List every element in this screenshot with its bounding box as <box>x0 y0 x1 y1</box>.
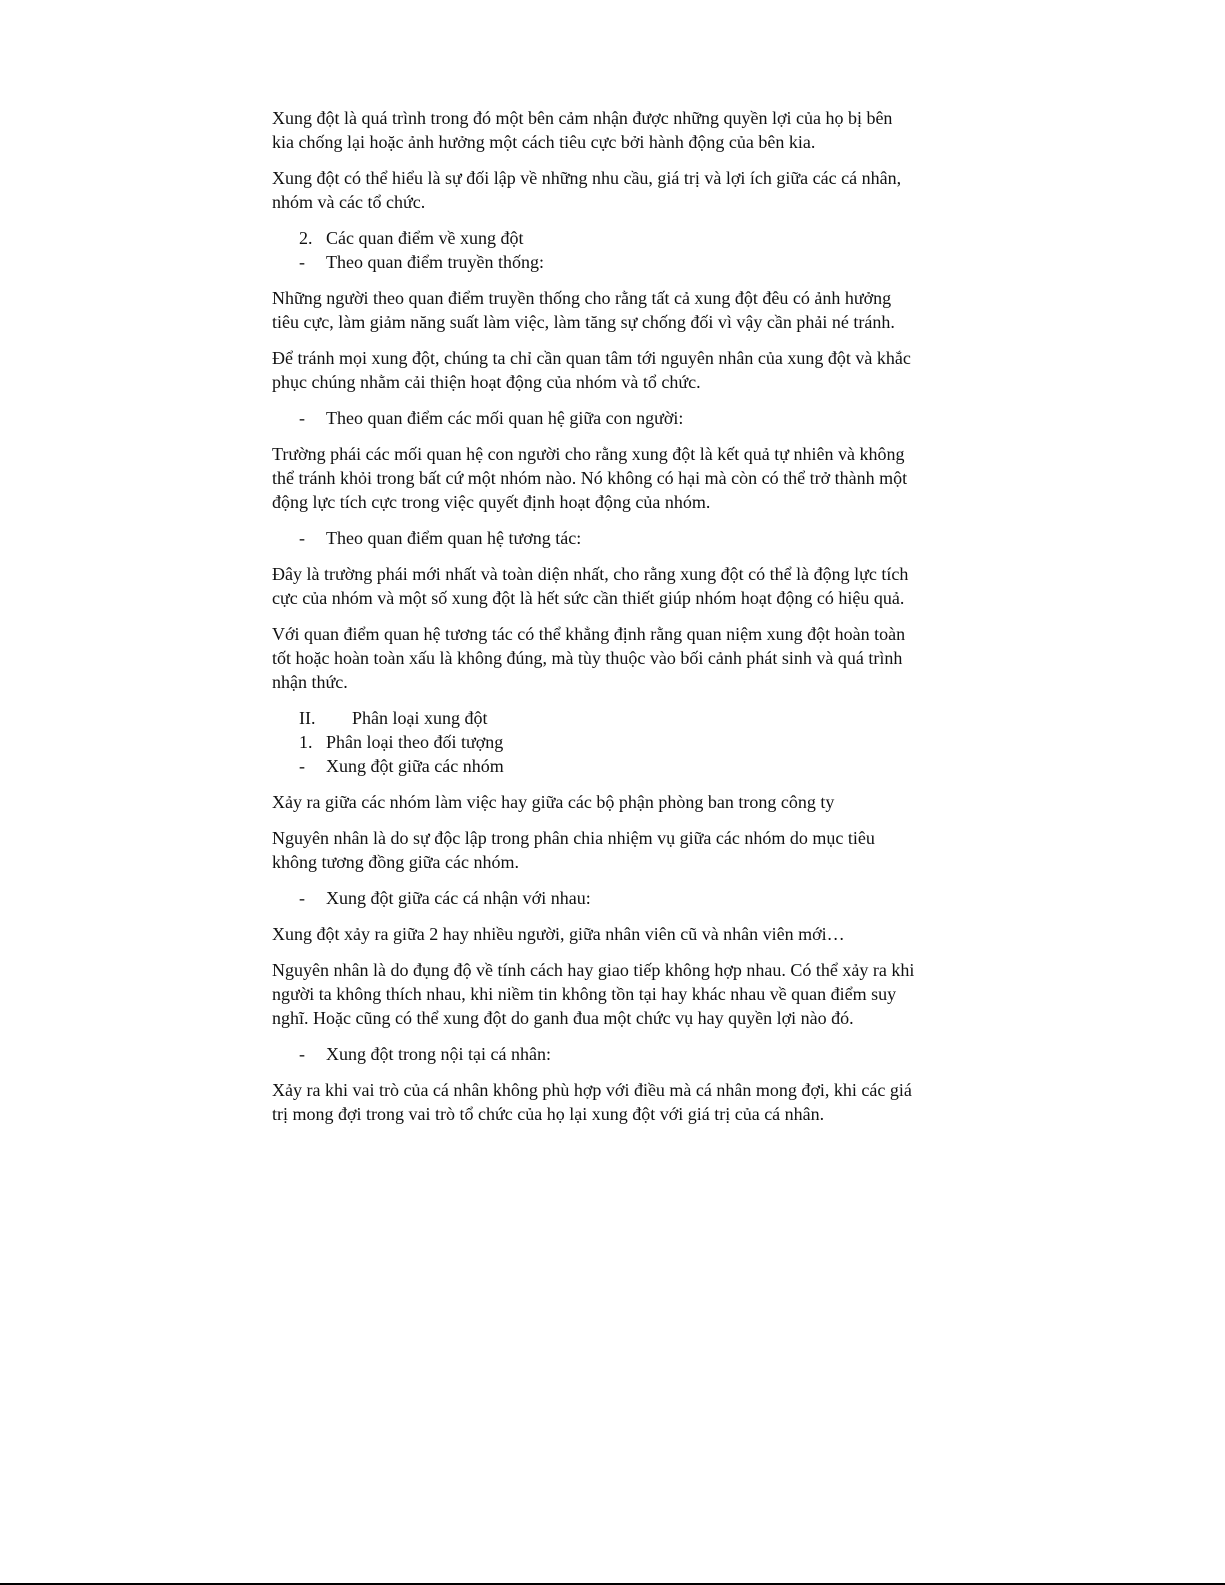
list-item-text: Các quan điểm về xung đột <box>326 228 524 248</box>
list-marker: - <box>299 888 305 908</box>
paragraph-group-cause: Nguyên nhân là do sự độc lập trong phân chia nhiệm vụ giữa các nhóm do mục tiêu không tương đồng giữa các nhóm. <box>272 828 875 872</box>
list-marker: 2. <box>299 228 313 248</box>
list-human-relations <box>272 406 967 430</box>
list-item-text: Xung đột trong nội tại cá nhân: <box>326 1044 551 1064</box>
paragraph-definition-2: Xung đột có thể hiểu là sự đối lập về những nhu cầu, giá trị và lợi ích giữa các cá nhân, nhóm và các tổ chức. <box>272 168 902 212</box>
paragraph-individual-conflict: Xung đột xảy ra giữa 2 hay nhiều người, giữa nhân viên cũ và nhân viên mới… <box>272 924 845 944</box>
section-heading: Phân loại xung đột <box>352 708 488 728</box>
paragraph-avoid-conflict: Để tránh mọi xung đột, chúng ta chỉ cần quan tâm tới nguyên nhân của xung đột và khắc phục chúng nhằm cải thiện hoạt động của nhóm và tổ chức. <box>272 348 911 392</box>
paragraph-group-conflict: Xảy ra giữa các nhóm làm việc hay giữa các bộ phận phòng ban trong công ty <box>272 792 835 812</box>
list-item <box>272 226 967 250</box>
list-internal <box>272 1042 967 1066</box>
list-marker: - <box>299 528 305 548</box>
list-marker: 1. <box>299 732 313 752</box>
list-item <box>272 526 967 550</box>
list-marker: - <box>299 1044 305 1064</box>
list-item <box>272 706 967 730</box>
list-item <box>272 250 967 274</box>
paragraph-internal-conflict: Xảy ra khi vai trò của cá nhân không phù hợp với điều mà cá nhân mong đợi, khi các giá trị mong đợi trong vai trò tổ chức của họ lại xung đột với giá trị của cá nhân. <box>272 1080 912 1124</box>
list-classification <box>272 706 967 778</box>
list-marker: - <box>299 756 305 776</box>
paragraph-human-relations: Trường phái các mối quan hệ con người cho rằng xung đột là kết quả tự nhiên và không thể tránh khỏi trong bất cứ một nhóm nào. Nó không có hại mà còn có thể trở thành một động lực tích cực trong việc quyết định hoạt động của nhóm. <box>272 444 908 512</box>
list-item <box>272 886 967 910</box>
list-item-text: Xung đột giữa các cá nhận với nhau: <box>326 888 591 908</box>
paragraph-interaction: Đây là trường phái mới nhất và toàn diện nhất, cho rằng xung đột có thể là động lực tích cực của nhóm và một số xung đột là hết sức cần thiết giúp nhóm hoạt động có hiệu quả. <box>272 564 909 608</box>
list-marker: - <box>299 252 305 272</box>
list-item-text: Phân loại theo đối tượng <box>326 732 504 752</box>
list-item-text: Theo quan điểm các mối quan hệ giữa con người: <box>326 408 684 428</box>
list-marker: - <box>299 408 305 428</box>
list-individual <box>272 886 967 910</box>
document-page <box>272 106 967 1138</box>
paragraph-interaction-2: Với quan điểm quan hệ tương tác có thể khẳng định rằng quan niệm xung đột hoàn toàn tốt hoặc hoàn toàn xấu là không đúng, mà tùy thuộc vào bối cảnh phát sinh và quá trình nhận thức. <box>272 624 906 692</box>
list-item-text: Xung đột giữa các nhóm <box>326 756 504 776</box>
list-item <box>272 754 967 778</box>
paragraph-individual-cause: Nguyên nhân là do đụng độ về tính cách hay giao tiếp không hợp nhau. Có thể xảy ra khi người ta không thích nhau, khi niềm tin không tồn tại hay khác nhau về quan điểm suy nghĩ. Hoặc cũng có thể xung đột do ganh đua một chức vụ hay quyền lợi nào đó. <box>272 960 915 1028</box>
list-item <box>272 730 967 754</box>
paragraph-definition: Xung đột là quá trình trong đó một bên cảm nhận được những quyền lợi của họ bị bên kia chống lại hoặc ảnh hưởng một cách tiêu cực bởi hành động của bên kia. <box>272 108 893 152</box>
list-item-text: Theo quan điểm truyền thống: <box>326 252 544 272</box>
paragraph-traditional: Những người theo quan điểm truyền thống cho rằng tất cả xung đột đêu có ảnh hưởng tiêu cực, làm giảm năng suất làm việc, làm tăng sự chống đối vì vậy cần phải né tránh. <box>272 288 895 332</box>
list-item <box>272 1042 967 1066</box>
list-marker: II. <box>299 708 316 728</box>
list-interaction <box>272 526 967 550</box>
list-item-text: Theo quan điểm quan hệ tương tác: <box>326 528 582 548</box>
list-item <box>272 406 967 430</box>
list-viewpoints <box>272 226 967 274</box>
